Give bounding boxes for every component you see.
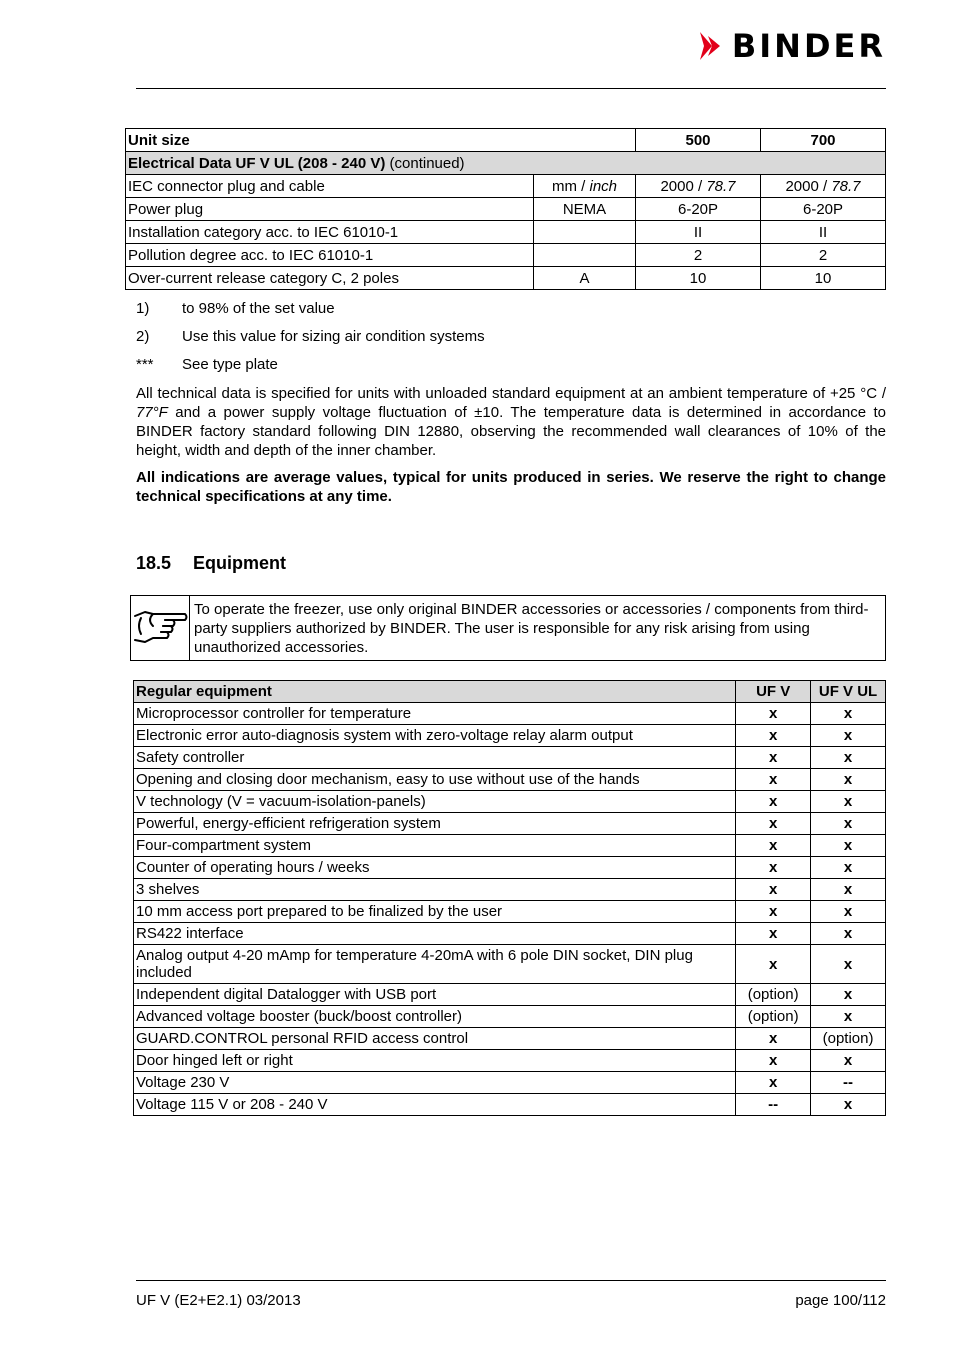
technical-data-paragraph [136, 384, 886, 460]
pointing-hand-icon [131, 606, 189, 650]
equipment-label: Electronic error auto-diagnosis system with zero-voltage relay alarm output [134, 725, 736, 747]
uf-v-ul-value: x [811, 791, 886, 813]
table-row [134, 901, 886, 923]
uf-v-ul-value: x [811, 703, 886, 725]
table-row [134, 747, 886, 769]
value-text: 2000 / [660, 177, 707, 195]
value-italic: 78.7 [831, 177, 861, 195]
equipment-label: Opening and closing door mechanism, easy to use without use of the hands [134, 769, 736, 791]
equipment-label: Advanced voltage booster (buck/boost controller) [134, 1006, 736, 1028]
notice-icon-cell [131, 596, 190, 660]
footnote-mark: 1) [136, 300, 150, 317]
uf-v-ul-value: x [811, 1006, 886, 1028]
equipment-label: Analog output 4-20 mAmp for temperature 4-20mA with 6 pole DIN socket, DIN plug included [134, 945, 736, 984]
row-label: Over-current release category C, 2 poles [126, 267, 534, 290]
uf-v-ul-value: x [811, 813, 886, 835]
equipment-label: Four-compartment system [134, 835, 736, 857]
unit-size-label: Unit size [126, 129, 636, 152]
table-row [126, 175, 886, 198]
uf-v-ul-value: -- [811, 1072, 886, 1094]
table-row [134, 1050, 886, 1072]
uf-v-value: x [736, 725, 811, 747]
row-value-700: II [761, 221, 886, 244]
uf-v-ul-value: x [811, 835, 886, 857]
uf-v-ul-value: x [811, 725, 886, 747]
uf-v-value: x [736, 901, 811, 923]
uf-v-ul-value: x [811, 1050, 886, 1072]
unit-text: mm / [551, 177, 590, 195]
table-row [134, 835, 886, 857]
equipment-label: Voltage 230 V [134, 1072, 736, 1094]
table-row [134, 1094, 886, 1116]
table-row [134, 984, 886, 1006]
equipment-label: Powerful, energy-efficient refrigeration system [134, 813, 736, 835]
row-value-700 [761, 175, 886, 198]
row-unit: NEMA [534, 198, 636, 221]
unit-size-500: 500 [636, 129, 761, 152]
table-row [126, 267, 886, 290]
footnote [136, 328, 485, 345]
row-unit [534, 221, 636, 244]
uf-v-value: x [736, 857, 811, 879]
table-row [134, 769, 886, 791]
uf-v-value: x [736, 703, 811, 725]
uf-v-value: x [736, 747, 811, 769]
equipment-table [133, 680, 886, 1116]
row-value-500: 2 [636, 244, 761, 267]
table-row [134, 703, 886, 725]
uf-v-ul-value: x [811, 1094, 886, 1116]
uf-v-ul-value: x [811, 901, 886, 923]
uf-v-value: x [736, 945, 811, 984]
uf-v-value: -- [736, 1094, 811, 1116]
uf-v-ul-value: x [811, 747, 886, 769]
binder-logo [698, 28, 886, 64]
section-title: Electrical Data UF V UL (208 - 240 V) [128, 154, 386, 172]
equipment-label: GUARD.CONTROL personal RFID access control [134, 1028, 736, 1050]
uf-v-ul-value: x [811, 984, 886, 1006]
footnote-mark: *** [136, 356, 154, 373]
table-row [134, 923, 886, 945]
table-row [134, 725, 886, 747]
row-unit [534, 175, 636, 198]
equipment-label: RS422 interface [134, 923, 736, 945]
equipment-label: Voltage 115 V or 208 - 240 V [134, 1094, 736, 1116]
table-row [134, 791, 886, 813]
equipment-label: Door hinged left or right [134, 1050, 736, 1072]
paragraph-text: All technical data is specified for units with unloaded standard equipment at an ambient temperature of +25 °C / [136, 385, 886, 402]
uf-v-value: x [736, 791, 811, 813]
table-row [134, 879, 886, 901]
binder-arrow-icon [698, 30, 726, 62]
footer-page-number: page 100/112 [795, 1292, 886, 1309]
footnote-text: See type plate [182, 356, 278, 373]
section-heading [136, 553, 286, 574]
value-italic: 78.7 [706, 177, 736, 195]
table-row [126, 198, 886, 221]
uf-v-value: x [736, 1028, 811, 1050]
table-row [126, 221, 886, 244]
uf-v-ul-value: x [811, 945, 886, 984]
footnote-mark: 2) [136, 328, 150, 345]
table-row [134, 1072, 886, 1094]
row-value-700: 6-20P [761, 198, 886, 221]
row-value-500 [636, 175, 761, 198]
regular-equipment-header: Regular equipment [134, 681, 736, 703]
uf-v-header: UF V [736, 681, 811, 703]
value-text: 2000 / [785, 177, 832, 195]
uf-v-value: x [736, 1050, 811, 1072]
uf-v-ul-value: x [811, 879, 886, 901]
uf-v-value: x [736, 813, 811, 835]
footnote [136, 356, 278, 373]
equipment-label: V technology (V = vacuum-isolation-panels) [134, 791, 736, 813]
section-title: Equipment [193, 553, 286, 573]
section-row [126, 152, 886, 175]
uf-v-ul-value: (option) [811, 1028, 886, 1050]
table-header-row [134, 681, 886, 703]
uf-v-value: (option) [736, 984, 811, 1006]
uf-v-value: x [736, 835, 811, 857]
row-value-500: 10 [636, 267, 761, 290]
equipment-label: Microprocessor controller for temperature [134, 703, 736, 725]
uf-v-value: x [736, 769, 811, 791]
row-unit: A [534, 267, 636, 290]
row-value-700: 2 [761, 244, 886, 267]
uf-v-ul-header: UF V UL [811, 681, 886, 703]
footer-doc-id: UF V (E2+E2.1) 03/2013 [136, 1292, 301, 1309]
row-unit [534, 244, 636, 267]
paragraph-text: and a power supply voltage fluctuation of ±10. The temperature data is determined in accordance to BINDER factory standard following DIN 12880, observing the recommended wall clearances of 10% of the height, width and depth of the inner chamber. [136, 404, 886, 459]
equipment-label: Counter of operating hours / weeks [134, 857, 736, 879]
table-row [134, 857, 886, 879]
table-row [134, 1006, 886, 1028]
header-rule [136, 88, 886, 89]
footnote-text: to 98% of the set value [182, 300, 335, 317]
table-row [134, 1028, 886, 1050]
uf-v-ul-value: x [811, 923, 886, 945]
table-header-row [126, 129, 886, 152]
uf-v-value: (option) [736, 1006, 811, 1028]
equipment-label: Safety controller [134, 747, 736, 769]
row-value-500: 6-20P [636, 198, 761, 221]
row-label: Pollution degree acc. to IEC 61010-1 [126, 244, 534, 267]
brand-name: BINDER [731, 27, 886, 65]
uf-v-value: x [736, 879, 811, 901]
footnote-text: Use this value for sizing air condition systems [182, 328, 485, 345]
uf-v-value: x [736, 923, 811, 945]
footnote [136, 300, 335, 317]
section-title-cell [126, 152, 886, 175]
paragraph-italic: 77°F [136, 404, 168, 421]
electrical-data-table [125, 128, 886, 290]
unit-size-700: 700 [761, 129, 886, 152]
uf-v-value: x [736, 1072, 811, 1094]
uf-v-ul-value: x [811, 857, 886, 879]
section-number: 18.5 [136, 553, 172, 573]
disclaimer-paragraph: All indications are average values, typical for units produced in series. We reserve the right to change technical specifications at any time. [136, 469, 886, 505]
row-value-500: II [636, 221, 761, 244]
equipment-rows [134, 703, 886, 1116]
table-row [126, 244, 886, 267]
row-value-700: 10 [761, 267, 886, 290]
equipment-label: Independent digital Datalogger with USB port [134, 984, 736, 1006]
footer-rule [136, 1280, 886, 1281]
notice-text: To operate the freezer, use only original BINDER accessories or accessories / components from third-party suppliers authorized by BINDER. The user is responsible for any risk arising from using unauthorized accessories. [194, 601, 869, 656]
unit-italic: inch [589, 177, 618, 195]
equipment-label: 3 shelves [134, 879, 736, 901]
uf-v-ul-value: x [811, 769, 886, 791]
section-suffix: (continued) [385, 154, 465, 172]
row-label: Installation category acc. to IEC 61010-1 [126, 221, 534, 244]
row-label: IEC connector plug and cable [126, 175, 534, 198]
equipment-label: 10 mm access port prepared to be finalized by the user [134, 901, 736, 923]
notice-box [130, 595, 886, 661]
row-label: Power plug [126, 198, 534, 221]
table-row [134, 945, 886, 984]
table-row [134, 813, 886, 835]
